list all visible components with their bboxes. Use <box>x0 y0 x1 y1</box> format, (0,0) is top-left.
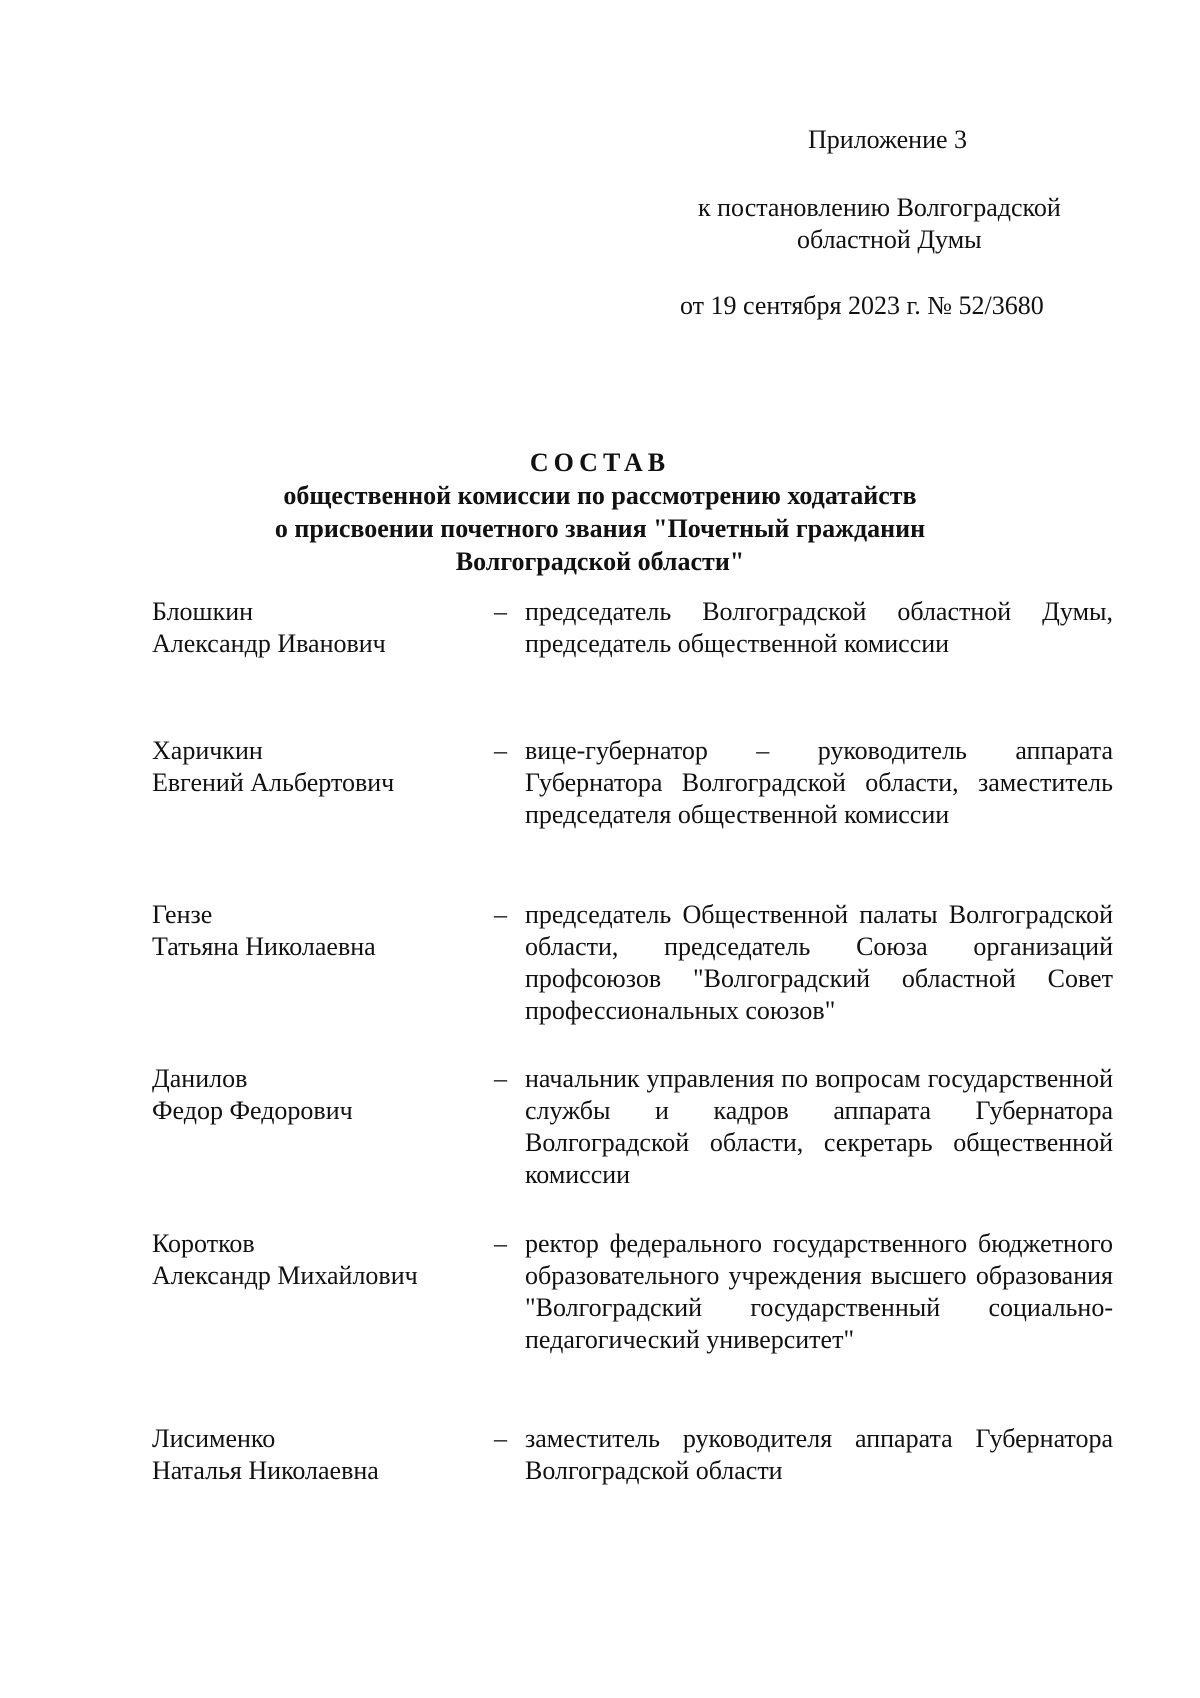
member-role: вице-губернатор – руководитель аппарата Губернатора Волгоградской области, заместитель председателя общественной комиссии <box>525 736 1113 829</box>
decree-date-number: от 19 сентября 2023 г. № 52/3680 <box>680 291 1044 320</box>
member-given-names: Александр Михайлович <box>152 1261 418 1290</box>
document-subtitle-line1: общественной комиссии по рассмотрению ходатайств <box>283 481 917 510</box>
document-subtitle-line3: Волгоградской области" <box>455 547 745 576</box>
member-given-names: Александр Иванович <box>152 629 386 658</box>
member-name <box>152 735 482 799</box>
member-name <box>152 1063 482 1127</box>
decree-reference-line2: областной Думы <box>797 225 982 254</box>
member-name <box>152 1228 482 1292</box>
member-dash: – <box>494 1229 507 1258</box>
member-surname: Коротков <box>152 1229 255 1258</box>
member-given-names: Федор Федорович <box>152 1096 353 1125</box>
document-subtitle-line2: о присвоении почетного звания "Почетный гражданин <box>274 514 926 543</box>
document-title: СОСТАВ <box>529 448 671 477</box>
member-dash: – <box>494 597 507 626</box>
member-role: начальник управления по вопросам государственной службы и кадров аппарата Губернатора Волгоградской области, секретарь общественной комиссии <box>525 1064 1113 1189</box>
decree-reference-line1: к постановлению Волгоградской <box>698 193 1061 222</box>
member-surname: Гензе <box>152 900 213 929</box>
member-dash: – <box>494 1064 507 1093</box>
member-surname: Блошкин <box>152 597 254 626</box>
member-role: заместитель руководителя аппарата Губернатора Волгоградской области <box>525 1424 1113 1485</box>
appendix-label: Приложение 3 <box>808 125 968 154</box>
member-role: ректор федерального государственного бюджетного образовательного учреждения высшего образования "Волгоградский государственный социально-педагогический университет" <box>525 1229 1113 1354</box>
member-given-names: Наталья Николаевна <box>152 1456 379 1485</box>
member-role: председатель Общественной палаты Волгоградской области, председатель Союза организаций профсоюзов "Волгоградский областной Совет профессиональных союзов" <box>525 900 1113 1025</box>
member-name <box>152 899 482 963</box>
member-given-names: Татьяна Николаевна <box>152 932 376 961</box>
member-role: председатель Волгоградской областной Думы, председатель общественной комиссии <box>525 597 1113 658</box>
member-given-names: Евгений Альбертович <box>152 768 395 797</box>
member-name <box>152 1423 482 1487</box>
member-dash: – <box>494 736 507 765</box>
member-dash: – <box>494 900 507 929</box>
member-surname: Данилов <box>152 1064 248 1093</box>
member-surname: Лисименко <box>152 1424 276 1453</box>
member-surname: Харичкин <box>152 736 263 765</box>
member-name <box>152 596 482 660</box>
member-dash: – <box>494 1424 507 1453</box>
